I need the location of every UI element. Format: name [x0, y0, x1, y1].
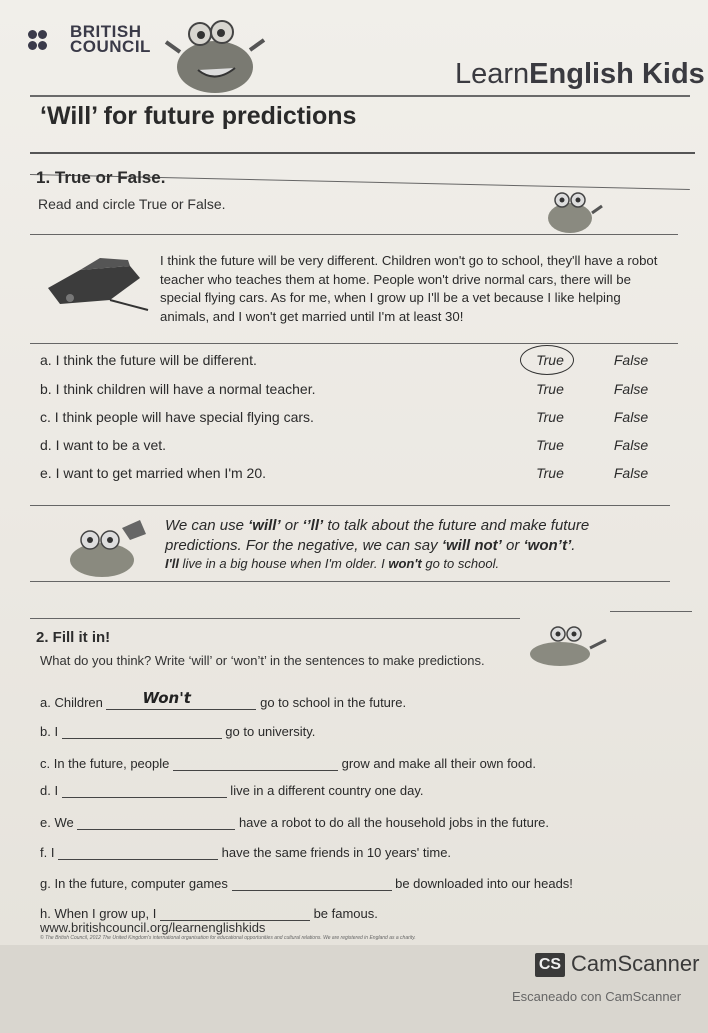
answer-blank[interactable] — [62, 724, 222, 739]
example-part: live in a big house when I'm older. I — [178, 556, 389, 571]
example-part: I'll — [165, 556, 179, 571]
footer-copyright: © The British Council, 2012 The United Kingdom's international organisation for educational opportunities and cultural relations. We are registered in England as a charity. — [40, 935, 416, 941]
tf-item — [40, 348, 680, 372]
fill-text-after: grow and make all their own food. — [337, 756, 536, 771]
fill-text-before: f. I — [40, 845, 59, 860]
fill-text-after: be downloaded into our heads! — [391, 876, 573, 891]
scan-caption: Escaneado con CamScanner — [512, 989, 682, 1004]
note-part: . — [571, 537, 576, 554]
answer-blank[interactable] — [106, 689, 256, 710]
header-divider — [30, 95, 690, 97]
tf-item — [40, 377, 680, 401]
footer-url: www.britishcouncil.org/learnenglishkids — [40, 920, 266, 935]
note-part: to talk about the future and make future predictions. For the negative, we can say — [165, 517, 590, 554]
answer-blank[interactable] — [58, 845, 218, 860]
false-option[interactable]: False — [613, 352, 649, 368]
fill-text-before: b. I — [40, 724, 62, 739]
true-option[interactable]: True — [536, 409, 564, 425]
logo-light: Learn — [455, 58, 530, 90]
page-title: ‘Will’ for future predictions — [40, 102, 357, 130]
answer-blank[interactable] — [232, 876, 392, 891]
lying-monster-icon — [520, 618, 610, 670]
fill-text-before: d. I — [40, 783, 62, 798]
note-will: ‘will’ — [248, 517, 281, 534]
example-part: go to school. — [421, 556, 500, 571]
fill-text-after: live in a different country one day. — [226, 783, 424, 798]
true-option[interactable]: True — [536, 381, 564, 397]
title-divider — [30, 152, 695, 154]
flying-car-icon — [40, 248, 150, 318]
false-option[interactable]: False — [613, 409, 649, 425]
section2-divider-right — [610, 611, 692, 612]
answer-circle — [520, 345, 574, 375]
fill-text-after: go to school in the future. — [256, 695, 407, 710]
fill-item — [40, 845, 680, 860]
brand-name — [70, 24, 151, 54]
fill-text-before: g. In the future, computer games — [40, 876, 232, 891]
brand-line2: COUNCIL — [70, 37, 151, 56]
learnenglish-kids-logo — [455, 58, 705, 91]
section2-heading: 2. Fill it in! — [36, 629, 111, 646]
tf-question: e. I want to get married when I'm 20. — [40, 465, 267, 481]
fill-text-after: have the same friends in 10 years' time. — [218, 845, 452, 860]
small-monster-icon — [530, 178, 610, 240]
fill-item — [40, 906, 680, 921]
note-wont: ‘won’t’ — [523, 537, 572, 554]
false-option[interactable]: False — [613, 465, 649, 481]
camscanner-name: CamScanner — [571, 951, 700, 976]
fill-text-before: a. Children — [40, 695, 107, 710]
answer-blank[interactable] — [160, 906, 310, 921]
grammar-example — [165, 556, 665, 571]
true-option[interactable]: True — [536, 352, 564, 368]
note-part: or — [280, 517, 303, 534]
false-option[interactable]: False — [613, 437, 649, 453]
section2-divider — [30, 618, 520, 619]
brand-line1: BRITISH — [70, 22, 142, 41]
fill-text-before: c. In the future, people — [40, 756, 173, 771]
tf-item — [40, 461, 680, 485]
answer-blank[interactable] — [173, 756, 338, 771]
fill-text-before: h. When I grow up, I — [40, 906, 160, 921]
camscanner-logo-icon: CS — [535, 953, 565, 977]
section1-instruction: Read and circle True or False. — [38, 196, 226, 212]
true-option[interactable]: True — [536, 465, 564, 481]
fill-item — [40, 815, 680, 830]
fill-item — [40, 783, 680, 798]
answer-blank[interactable] — [77, 815, 235, 830]
tf-question: a. I think the future will be different. — [40, 352, 257, 368]
grammar-note-text — [165, 516, 665, 556]
tf-question: b. I think children will have a normal teacher. — [40, 381, 316, 397]
tf-item — [40, 433, 680, 457]
monster-mascot-icon — [160, 12, 270, 96]
fill-text-before: e. We — [40, 815, 78, 830]
note-part: We can use — [165, 517, 249, 534]
note-ll: ‘’ll’ — [302, 517, 324, 534]
fill-item — [40, 756, 680, 771]
note-will-not: ‘will not’ — [441, 537, 502, 554]
story-text: I think the future will be very different. Children won't go to school, they'll have a robot teacher who teaches them at home. People won't drive normal cars, there will be special flying cars. As for me, when I grow up I'll be a vet because I like helping animals, and I won't get married until I'm at least 30! — [160, 253, 658, 324]
fill-text-after: be famous. — [309, 906, 378, 921]
example-part: won't — [388, 556, 422, 571]
fill-item — [40, 724, 680, 739]
tf-item — [40, 405, 680, 429]
answer-blank[interactable] — [62, 783, 227, 798]
section2-instruction: What do you think? Write ‘will’ or ‘won’t’ in the sentences to make predictions. — [40, 653, 485, 668]
tf-question: c. I think people will have special flying cars. — [40, 409, 314, 425]
tf-question: d. I want to be a vet. — [40, 437, 167, 453]
fill-item — [40, 876, 680, 891]
fill-item — [40, 689, 680, 710]
true-option[interactable]: True — [536, 437, 564, 453]
fill-text-after: have a robot to do all the household jobs in the future. — [235, 815, 550, 830]
reading-monster-icon — [60, 514, 155, 580]
handwritten-answer: Won't — [142, 689, 191, 707]
note-part: or — [501, 537, 524, 554]
false-option[interactable]: False — [613, 381, 649, 397]
logo-bold: English Kids — [529, 58, 705, 90]
fill-text-after: go to university. — [221, 724, 316, 739]
british-council-logo-icon — [28, 28, 58, 54]
section1-heading: 1. True or False. — [36, 168, 166, 187]
